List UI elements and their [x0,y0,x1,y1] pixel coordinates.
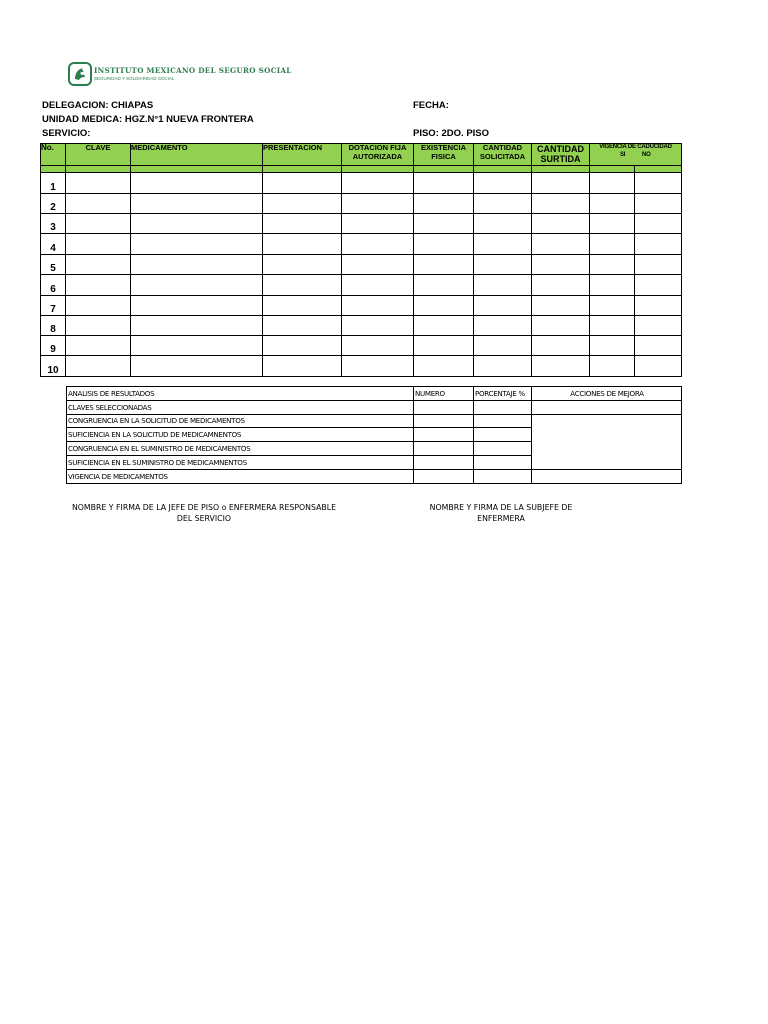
cell-dotacion[interactable] [342,296,414,316]
analysis-cell-numero[interactable] [414,455,474,469]
analysis-cell-numero[interactable] [414,428,474,442]
medication-table [40,143,682,377]
cell-existencia[interactable] [414,214,474,234]
analysis-numero: NUMERO [414,387,474,401]
logo-subtitle: SEGURIDAD Y SOLIDARIDAD SOCIAL [94,76,175,81]
cell-dotacion[interactable] [342,255,414,275]
cell-si[interactable] [590,173,635,194]
analysis-row-label: VIGENCIA DE MEDICAMENTOS [67,469,414,483]
cell-medicamento[interactable] [131,296,263,316]
analysis-cell-porcentaje[interactable] [474,442,532,456]
unidad-medica-label: UNIDAD MEDICA: HGZ.N°1 NUEVA FRONTERA [42,114,254,125]
cell-solicitada[interactable] [474,194,532,214]
row-number: 1 [41,173,66,194]
cell-existencia[interactable] [414,356,474,377]
cell-medicamento[interactable] [131,356,263,377]
cell-surtida[interactable] [532,214,590,234]
cell-surtida[interactable] [532,173,590,194]
row-number: 9 [41,336,66,356]
analysis-acciones: ACCIONES DE MEJORA [532,387,682,401]
cell-solicitada[interactable] [474,234,532,255]
table-row [41,173,682,194]
cell-medicamento[interactable] [131,255,263,275]
analysis-row-label: SUFICIENCIA EN LA SOLICITUD DE MEDICAMNENTOS [67,428,414,442]
cell-medicamento[interactable] [131,336,263,356]
analysis-cell-acciones[interactable] [532,414,682,469]
row-number: 6 [41,275,66,296]
analysis-cell-acciones[interactable] [532,400,682,414]
table-row [41,234,682,255]
cell-presentacion[interactable] [263,336,342,356]
row-number: 4 [41,234,66,255]
cell-surtida[interactable] [532,194,590,214]
row-number: 7 [41,296,66,316]
table-row [41,336,682,356]
cell-si[interactable] [590,336,635,356]
analysis-row-label: SUFICIENCIA EN EL SUMINISTRO DE MEDICAMNENTOS [67,455,414,469]
cell-presentacion[interactable] [263,275,342,296]
cell-presentacion[interactable] [263,173,342,194]
logo-title: INSTITUTO MEXICANO DEL SEGURO SOCIAL [94,66,292,75]
cell-existencia[interactable] [414,234,474,255]
cell-surtida[interactable] [532,255,590,275]
cell-medicamento[interactable] [131,316,263,336]
row-number: 3 [41,214,66,234]
cell-si[interactable] [590,234,635,255]
cell-medicamento[interactable] [131,275,263,296]
col-presentacion: PRESENTACION [263,144,342,166]
cell-existencia[interactable] [414,296,474,316]
cell-solicitada[interactable] [474,296,532,316]
fecha-label: FECHA: [413,100,449,111]
cell-no[interactable] [635,173,682,194]
col-no-caducidad: NO [642,152,651,158]
cell-no[interactable] [635,194,682,214]
analysis-cell-numero[interactable] [414,400,474,414]
cell-dotacion[interactable] [342,214,414,234]
cell-clave[interactable] [66,356,131,377]
cell-dotacion[interactable] [342,336,414,356]
cell-dotacion[interactable] [342,275,414,296]
cell-dotacion[interactable] [342,316,414,336]
cell-si[interactable] [590,214,635,234]
cell-presentacion[interactable] [263,194,342,214]
cell-presentacion[interactable] [263,356,342,377]
cell-dotacion[interactable] [342,173,414,194]
header-band-row [41,166,682,173]
analysis-cell-porcentaje[interactable] [474,455,532,469]
cell-si[interactable] [590,356,635,377]
analysis-row [67,400,682,414]
cell-existencia[interactable] [414,255,474,275]
analysis-row-label: CONGRUENCIA EN LA SOLICITUD DE MEDICAMENTOS [67,414,414,428]
cell-solicitada[interactable] [474,316,532,336]
cell-existencia[interactable] [414,173,474,194]
cell-si[interactable] [590,316,635,336]
signature-jefe-piso: NOMBRE Y FIRMA DE LA JEFE DE PISO o ENFERMERA RESPONSABLE DEL SERVICIO [71,503,337,522]
col-si: SI [620,152,626,158]
col-medicamento: MEDICAMENTO [131,144,263,166]
col-vigencia [590,144,682,166]
analysis-cell-numero[interactable] [414,414,474,428]
row-number: 2 [41,194,66,214]
row-number: 8 [41,316,66,336]
cell-clave[interactable] [66,234,131,255]
cell-no[interactable] [635,316,682,336]
delegacion-label: DELEGACION: CHIAPAS [42,100,154,111]
cell-si[interactable] [590,296,635,316]
table-row [41,296,682,316]
analysis-cell-numero[interactable] [414,469,474,483]
analysis-cell-acciones[interactable] [532,469,682,483]
cell-no[interactable] [635,214,682,234]
cell-solicitada[interactable] [474,336,532,356]
analysis-row [67,414,682,428]
cell-surtida[interactable] [532,296,590,316]
analysis-porcentaje: PORCENTAJE % [474,387,532,401]
analysis-table [66,386,682,484]
analysis-header-row [67,387,682,401]
cell-dotacion[interactable] [342,234,414,255]
cell-medicamento[interactable] [131,214,263,234]
cell-si[interactable] [590,275,635,296]
cell-no[interactable] [635,296,682,316]
cell-surtida[interactable] [532,275,590,296]
piso-label: PISO: 2DO. PISO [413,128,490,139]
cell-solicitada[interactable] [474,275,532,296]
cell-existencia[interactable] [414,336,474,356]
cell-no[interactable] [635,255,682,275]
cell-solicitada[interactable] [474,214,532,234]
analysis-title: ANALISIS DE RESULTADOS [67,387,414,401]
cell-clave[interactable] [66,255,131,275]
cell-presentacion[interactable] [263,234,342,255]
cell-clave[interactable] [66,336,131,356]
cell-solicitada[interactable] [474,255,532,275]
cell-presentacion[interactable] [263,316,342,336]
row-number: 5 [41,255,66,275]
col-dotacion: DOTACION FIJA AUTORIZADA [342,144,414,166]
cell-no[interactable] [635,336,682,356]
col-cantidad-solicitada: CANTIDAD SOLICITADA [474,144,532,166]
cell-medicamento[interactable] [131,194,263,214]
table-row [41,316,682,336]
analysis-cell-porcentaje[interactable] [474,469,532,483]
cell-presentacion[interactable] [263,255,342,275]
analysis-cell-numero[interactable] [414,442,474,456]
cell-si[interactable] [590,194,635,214]
cell-clave[interactable] [66,214,131,234]
cell-dotacion[interactable] [342,356,414,377]
cell-surtida[interactable] [532,336,590,356]
row-number: 10 [41,356,66,377]
cell-surtida[interactable] [532,234,590,255]
imss-eagle-icon [68,62,92,86]
col-cantidad-surtida: CANTIDAD SURTIDA [532,144,590,166]
cell-si[interactable] [590,255,635,275]
cell-no[interactable] [635,275,682,296]
cell-clave[interactable] [66,275,131,296]
cell-surtida[interactable] [532,316,590,336]
vigencia-label: VIGENCIA DE CADUCIDAD [599,144,672,150]
imss-logo [68,61,292,87]
table-row [41,255,682,275]
table-row [41,275,682,296]
cell-solicitada[interactable] [474,356,532,377]
table-row [41,356,682,377]
cell-existencia[interactable] [414,275,474,296]
cell-existencia[interactable] [414,194,474,214]
analysis-row [67,469,682,483]
cell-no[interactable] [635,356,682,377]
analysis-cell-porcentaje[interactable] [474,428,532,442]
cell-clave[interactable] [66,194,131,214]
col-clave: CLAVE [66,144,131,166]
table-row [41,214,682,234]
analysis-cell-porcentaje[interactable] [474,414,532,428]
cell-no[interactable] [635,234,682,255]
col-existencia: EXISTENCIA FISICA [414,144,474,166]
cell-dotacion[interactable] [342,194,414,214]
cell-clave[interactable] [66,173,131,194]
cell-medicamento[interactable] [131,173,263,194]
cell-presentacion[interactable] [263,296,342,316]
cell-clave[interactable] [66,316,131,336]
table-header-row [41,144,682,166]
cell-medicamento[interactable] [131,234,263,255]
analysis-row-label: CLAVES SELECCIONADAS [67,400,414,414]
col-no: No. [41,144,66,166]
signature-subjefe: NOMBRE Y FIRMA DE LA SUBJEFE DE ENFERMERA [429,503,573,522]
cell-clave[interactable] [66,296,131,316]
cell-existencia[interactable] [414,316,474,336]
cell-solicitada[interactable] [474,173,532,194]
analysis-row-label: CONGRUENCIA EN EL SUMINISTRO DE MEDICAMENTOS [67,442,414,456]
table-row [41,194,682,214]
analysis-cell-porcentaje[interactable] [474,400,532,414]
servicio-label: SERVICIO: [42,128,91,139]
cell-presentacion[interactable] [263,214,342,234]
cell-surtida[interactable] [532,356,590,377]
